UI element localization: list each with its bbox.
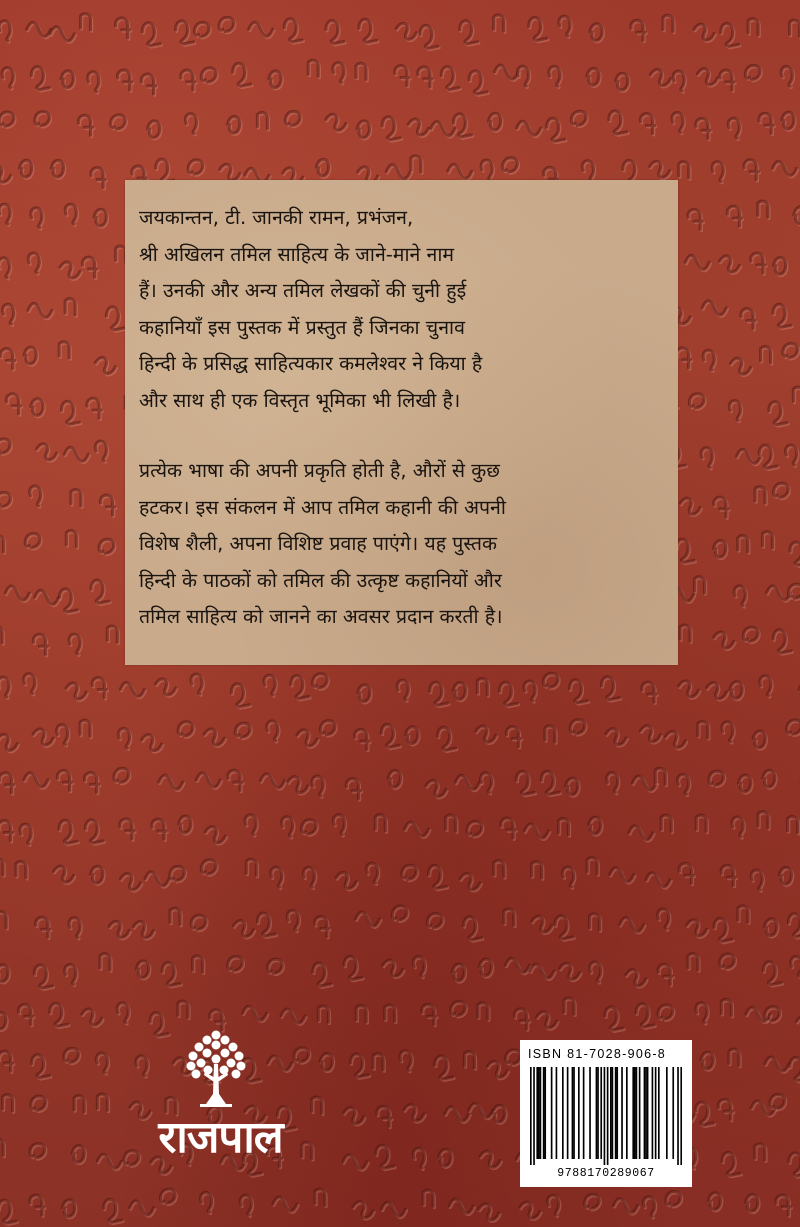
barcode-bar (680, 1067, 682, 1165)
blurb-paragraph-1 (139, 200, 664, 419)
carved-glyph (133, 922, 153, 938)
carved-glyph (404, 1105, 424, 1121)
carved-glyph (460, 874, 480, 890)
barcode-bar (556, 1067, 558, 1159)
publisher-name: राजपाल (158, 1112, 283, 1163)
barcode-bar (567, 1067, 569, 1159)
blurb-panel (125, 180, 678, 665)
barcode-bar (530, 1067, 532, 1165)
barcode-bar (616, 1067, 618, 1159)
barcode-bar (655, 1067, 657, 1159)
barcode-bar (578, 1067, 580, 1159)
blurb-line: हिन्दी के पाठकों को तमिल की उत्कृष्ट कहानियों और (139, 568, 502, 592)
carved-glyph (487, 1061, 507, 1077)
carved-glyph (0, 1139, 3, 1155)
paragraph-spacer (139, 419, 664, 453)
carved-glyph (60, 262, 80, 278)
barcode-bar (538, 1067, 540, 1159)
carved-glyph (640, 726, 660, 742)
carved-glyph (336, 872, 356, 888)
barcode-bar (626, 1067, 628, 1159)
tree-icon (186, 1030, 246, 1108)
carved-glyph (426, 780, 446, 796)
barcode-bar (544, 1067, 546, 1159)
barcode-bar (604, 1067, 606, 1165)
barcode-digits: 9788170289067 (557, 1167, 655, 1180)
blurb-line: प्रत्येक भाषा की अपनी प्रकृति होती है, औरों से कुछ (139, 459, 500, 482)
blurb-line: जयकान्तन, टी. जानकी रामन, प्रभंजन, (139, 206, 414, 229)
carved-glyph (520, 1202, 540, 1218)
carved-glyph (537, 1012, 557, 1028)
isbn-label: ISBN 81-7028-906-8 (528, 1047, 667, 1061)
carved-glyph (344, 1108, 364, 1124)
carved-glyph (66, 683, 86, 699)
barcode-bar (621, 1067, 623, 1159)
carved-glyph (95, 357, 115, 373)
carved-glyph (297, 730, 317, 746)
carved-glyph (680, 498, 700, 514)
barcode-bar (589, 1067, 591, 1159)
carved-glyph (560, 963, 580, 979)
carved-glyph (480, 1151, 500, 1167)
carved-glyph (383, 960, 403, 976)
barcode-bar (597, 1067, 599, 1159)
barcode-bar (551, 1067, 553, 1159)
carved-glyph (109, 921, 129, 937)
publisher-logo (128, 1030, 313, 1180)
carved-glyph (532, 916, 552, 932)
barcode-bar (612, 1067, 614, 1159)
barcode (530, 1067, 682, 1165)
carved-glyph (353, 1202, 373, 1218)
barcode-bar (572, 1067, 574, 1159)
isbn-barcode-block (520, 1040, 692, 1187)
carved-glyph (697, 69, 717, 85)
carved-glyph (687, 920, 707, 936)
carved-glyph (37, 444, 57, 460)
carved-glyph (408, 119, 428, 135)
carved-glyph (719, 256, 739, 272)
carved-glyph (205, 827, 225, 843)
barcode-bar (652, 1067, 654, 1159)
carved-glyph (54, 866, 74, 882)
carved-glyph (220, 164, 240, 180)
blurb-paragraph-2 (139, 453, 664, 636)
carved-glyph (650, 161, 670, 177)
barcode-bar (607, 1067, 609, 1165)
blurb-line: और साथ ही एक विस्तृत भूमिका भी लिखी है। (139, 388, 461, 412)
carved-glyph-highlight (795, 389, 800, 405)
blurb-line: श्री अखिलन तमिल साहित्य के जाने-माने नाम (139, 242, 455, 266)
carved-glyph (288, 777, 308, 793)
carved-glyph (476, 726, 496, 742)
carved-glyph (626, 970, 646, 986)
carved-glyph (479, 1204, 499, 1220)
carved-glyph (731, 358, 751, 374)
barcode-bar (647, 1067, 649, 1159)
barcode-bar (672, 1067, 674, 1159)
carved-glyph (665, 731, 685, 747)
carved-glyph (606, 729, 626, 745)
barcode-bar (536, 1067, 538, 1159)
barcode-bar (632, 1067, 634, 1159)
carved-glyph (82, 1009, 102, 1025)
carved-glyph (650, 69, 670, 85)
barcode-bar (562, 1067, 564, 1159)
carved-glyph (0, 627, 2, 643)
carved-glyph (679, 681, 699, 697)
blurb-line: तमिल साहित्य को जानने का अवसर प्रदान करती है। (139, 605, 503, 628)
carved-glyph (707, 683, 727, 699)
barcode-bar (600, 1067, 602, 1159)
carved-glyph (33, 729, 53, 745)
barcode-bar (610, 1067, 612, 1159)
carved-glyph (156, 679, 176, 695)
barcode-bar (634, 1067, 636, 1159)
carved-glyph (121, 874, 141, 890)
barcode-bar (666, 1067, 668, 1159)
carved-glyph (0, 859, 3, 875)
barcode-bar (596, 1067, 598, 1159)
blurb-line: विशेष शैली, अपना विशिष्ट प्रवाह पाएंगे। यह पुस्तक (139, 532, 498, 555)
blurb-line: कहानियाँ इस पुस्तक में प्रस्तुत हैं जिनका चुनाव (139, 315, 465, 339)
barcode-bar (645, 1067, 647, 1159)
barcode-bar (615, 1067, 617, 1159)
barcode-bar (639, 1067, 641, 1159)
barcode-bar (533, 1067, 535, 1165)
blurb-line: हैं। उनकी और अन्य तमिल लेखकों की चुनी हुई (139, 279, 467, 302)
carved-glyph (326, 114, 346, 130)
carved-glyph (142, 735, 162, 751)
barcode-bar (658, 1067, 660, 1159)
barcode-bar (540, 1067, 542, 1159)
blurb-line: हटकर। इस संकलन में आप तमिल कहानी की अपनी (139, 495, 506, 519)
carved-glyph (396, 23, 416, 39)
blurb-line: हिन्दी के प्रसिद्ध साहित्यकार कमलेश्वर ने किया है (139, 352, 483, 375)
carved-glyph (714, 632, 734, 648)
carved-glyph (694, 24, 714, 40)
barcode-bar (636, 1067, 638, 1159)
barcode-bar (583, 1067, 585, 1159)
carved-glyph (233, 921, 253, 937)
barcode-bar (543, 1067, 545, 1159)
barcode-bar (677, 1067, 679, 1165)
barcode-bar (644, 1067, 646, 1159)
barcode-bar (573, 1067, 575, 1159)
carved-glyph (204, 729, 224, 745)
